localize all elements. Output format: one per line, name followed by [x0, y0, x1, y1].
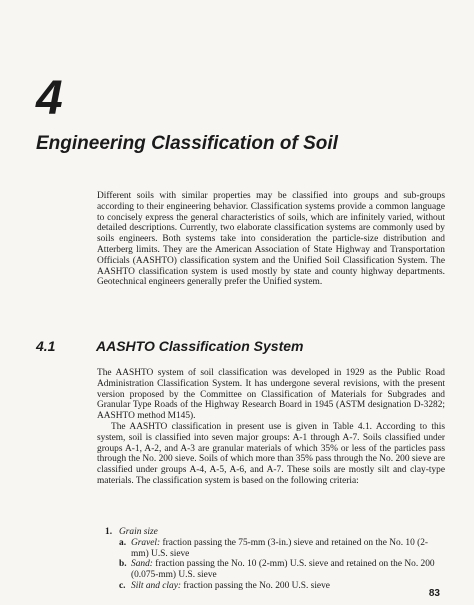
criteria-label: Grain size: [119, 527, 158, 537]
page-number: 83: [428, 588, 440, 599]
subitem-letter: b.: [119, 559, 127, 570]
body-paragraph-1: The AASHTO system of soil classification was developed in 1929 as the Public Road Administration Classification System. It has undergone several revisions, with the present version proposed by the Committee on Classification of Materials for Subgrades and Granular Type Roads of the Highway Research Board in 1945 (ASTM designation D-3282; AASHTO method M145).: [97, 368, 445, 422]
chapter-number: 4: [36, 72, 63, 125]
criteria-subitem-silt-clay: [97, 581, 445, 592]
intro-paragraph: Different soils with similar properties may be classified into groups and sub-groups according to their engineering behavior. Classification systems provide a common language to concisely express the general characteristics of soils, which are infinitely varied, without detailed descriptions. Currently, two elaborate classification systems are commonly used by soils engineers. Both systems take into consideration the particle-size distribution and Atterberg limits. They are the American Association of State Highway and Transportation Officials (AASHTO) classification system and the Unified Soil Classification System. The AASHTO classification system is used mostly by state and county highway departments. Geotechnical engineers generally prefer the Unified system.: [97, 191, 445, 288]
subitem-text: fraction passing the No. 10 (2-mm) U.S. sieve and retained on the No. 200 (0.075-mm) U.S. sieve: [131, 559, 435, 581]
chapter-title: Engineering Classification of Soil: [36, 133, 338, 154]
criteria-item-grain-size: [97, 527, 445, 538]
subitem-text: fraction passing the No. 200 U.S. sieve: [181, 580, 330, 591]
criteria-list: [97, 527, 445, 592]
criteria-subitem-gravel: [97, 538, 445, 560]
section-title: AASHTO Classification System: [96, 338, 304, 354]
subitem-content: [131, 559, 445, 581]
subitem-letter: c.: [119, 580, 126, 591]
subitem-letter: a.: [119, 537, 127, 548]
subitem-term: Sand:: [131, 559, 153, 570]
subitem-content: [131, 538, 445, 560]
section-body: [97, 368, 445, 487]
subitem-term: Silt and clay:: [131, 580, 181, 591]
subitem-term: Gravel:: [131, 537, 161, 548]
body-paragraph-2: The AASHTO classification in present use is given in Table 4.1. According to this system, soil is classified into seven major groups: A-1 through A-7. Soils classified under groups A-1, A-2, and A-3 are granular materials of which 35% or less of the particles pass through the No. 200 sieve. Soils of which more than 35% pass through the No. 200 sieve are classified under groups A-4, A-5, A-6, and A-7. These soils are mostly silt and clay-type materials. The classification system is based on the following criteria:: [97, 421, 445, 486]
subitem-text: fraction passing the 75-mm (3-in.) sieve and retained on the No. 10 (2-mm) U.S. sieve: [131, 537, 429, 559]
criteria-subitem-sand: [97, 559, 445, 581]
section-number: 4.1: [36, 338, 56, 354]
subitem-content: [131, 581, 445, 592]
criteria-number: 1.: [105, 527, 113, 537]
